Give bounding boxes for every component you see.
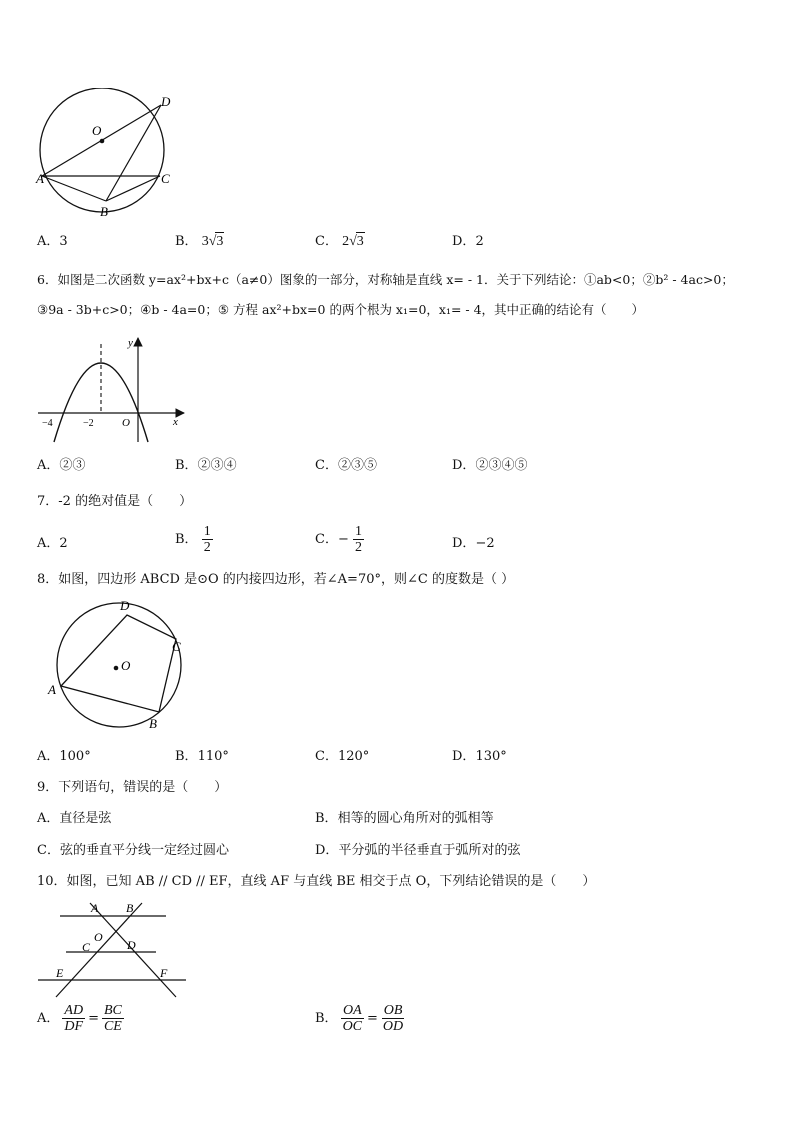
q6-label-x: x [173,416,178,428]
q7-stem: 7．-2 的绝对值是（ ） [37,494,193,509]
q10-stem: 10．如图，已知 AB // CD // EF，直线 AF 与直线 BE 相交于点 O，下列结论错误的是（ ） [37,874,596,889]
q10-option-b-left-fraction: $\frac{OA}{OC}$ [342,1003,363,1034]
q5-segment-AB [42,176,106,201]
q10-label-F: F [160,966,168,980]
q5-label-O: O [92,123,102,138]
q7-option-d[interactable]: D．−2 [452,536,495,551]
q7-option-a[interactable]: A．2 [37,536,68,551]
q7-option-c[interactable]: C．− $\frac{1}{2}$ [315,524,362,555]
q9-option-c[interactable]: C．弦的垂直平分线一定经过圆心 [37,843,229,858]
q9-option-a[interactable]: A．直径是弦 [37,811,112,826]
q6-option-c[interactable]: C．②③⑤ [315,458,377,473]
q10-option-a-right-fraction: $\frac{BC}{CE}$ [103,1003,122,1034]
q9-option-d[interactable]: D．平分弧的半径垂直于弧所对的弦 [315,843,521,858]
q6-label-y: y [128,337,133,349]
q6-option-b[interactable]: B．②③④ [175,458,237,473]
q5-option-d[interactable]: D．2 [452,234,484,249]
q5-option-a[interactable]: A．3 [37,234,68,249]
q10-label-B: B [126,901,134,915]
q6-label-origin: O [122,417,130,429]
sqrt-sign: √ [349,234,357,249]
q7-option-b[interactable]: B． $\frac{1}{2}$ [175,524,211,555]
q5-option-b-radical: 3 √ 3 [201,234,224,249]
q8-center-point [114,666,119,671]
q9-stem: 9．下列语句，错误的是（ ） [37,780,228,795]
q6-option-d[interactable]: D．②③④⑤ [452,458,528,473]
q5-circle-figure [30,88,190,223]
q8-option-a[interactable]: A．100° [37,749,91,764]
q6-stem-line1: 6．如图是二次函数 y=ax²+bx+c（a≠0）图象的一部分，对称轴是直线 x= - 1．关于下列结论：①ab<0；②b² - 4ac>0； [37,272,734,287]
q10-option-b[interactable]: B． $\frac{OA}{OC}$ = $\frac{OB}{OD}$ [315,1003,404,1034]
q8-label-C: C [172,639,181,654]
q8-label-B: B [149,716,157,731]
q10-label-O: O [94,930,103,944]
q6-label-minus2: −2 [83,418,94,429]
q5-option-c-radical: 2 √ 3 [342,234,364,249]
q5-label-B: B [100,204,108,219]
q8-option-c[interactable]: C．120° [315,749,370,764]
q5-center-point [100,139,105,144]
q8-label-O: O [121,658,131,673]
q6-option-a[interactable]: A．②③ [37,458,86,473]
q10-label-E: E [56,966,64,980]
q8-label-A: A [48,682,56,697]
q7-option-b-fraction: $\frac{1}{2}$ [203,524,211,555]
q8-circle-figure [44,595,194,735]
q9-option-b[interactable]: B．相等的圆心角所对的弧相等 [315,811,494,826]
q8-quadrilateral-ABCD [61,615,176,712]
q8-circle [57,603,181,727]
q8-stem: 8．如图，四边形 ABCD 是⊙O 的内接四边形，若∠A=70°，则∠C 的度数是（ ） [37,572,515,587]
q6-parabola-figure [34,334,194,446]
q5-label-A: A [36,171,44,186]
q10-option-a[interactable]: A． $\frac{AD}{DF}$ = $\frac{BC}{CE}$ [37,1003,122,1034]
q5-option-c[interactable]: C． 2 √ 3 [315,234,364,249]
q5-circle [40,88,164,212]
q6-label-minus4: −4 [42,418,53,429]
q5-option-b[interactable]: B． 3 √ 3 [175,234,224,249]
q8-option-d[interactable]: D．130° [452,749,507,764]
q8-option-b[interactable]: B．110° [175,749,229,764]
q10-parallel-lines-figure [34,897,194,999]
q10-label-A: A [91,901,99,915]
q10-label-D: D [127,938,136,952]
q8-label-D: D [120,598,130,613]
q10-option-b-right-fraction: $\frac{OB}{OD}$ [382,1003,404,1034]
q5-label-C: C [161,171,170,186]
q5-segment-BC [106,176,160,201]
q10-label-C: C [82,940,91,954]
q5-label-D: D [161,94,171,109]
q7-option-c-fraction: $\frac{1}{2}$ [355,524,362,555]
sqrt-sign: √ [208,234,217,249]
q10-option-a-left-fraction: $\frac{AD}{DF}$ [64,1003,84,1034]
q6-stem-line2: ③9a - 3b+c>0；④b - 4a=0；⑤ 方程 ax²+bx=0 的两个根为 x₁=0，x₁= - 4，其中正确的结论有（ ） [37,302,645,317]
